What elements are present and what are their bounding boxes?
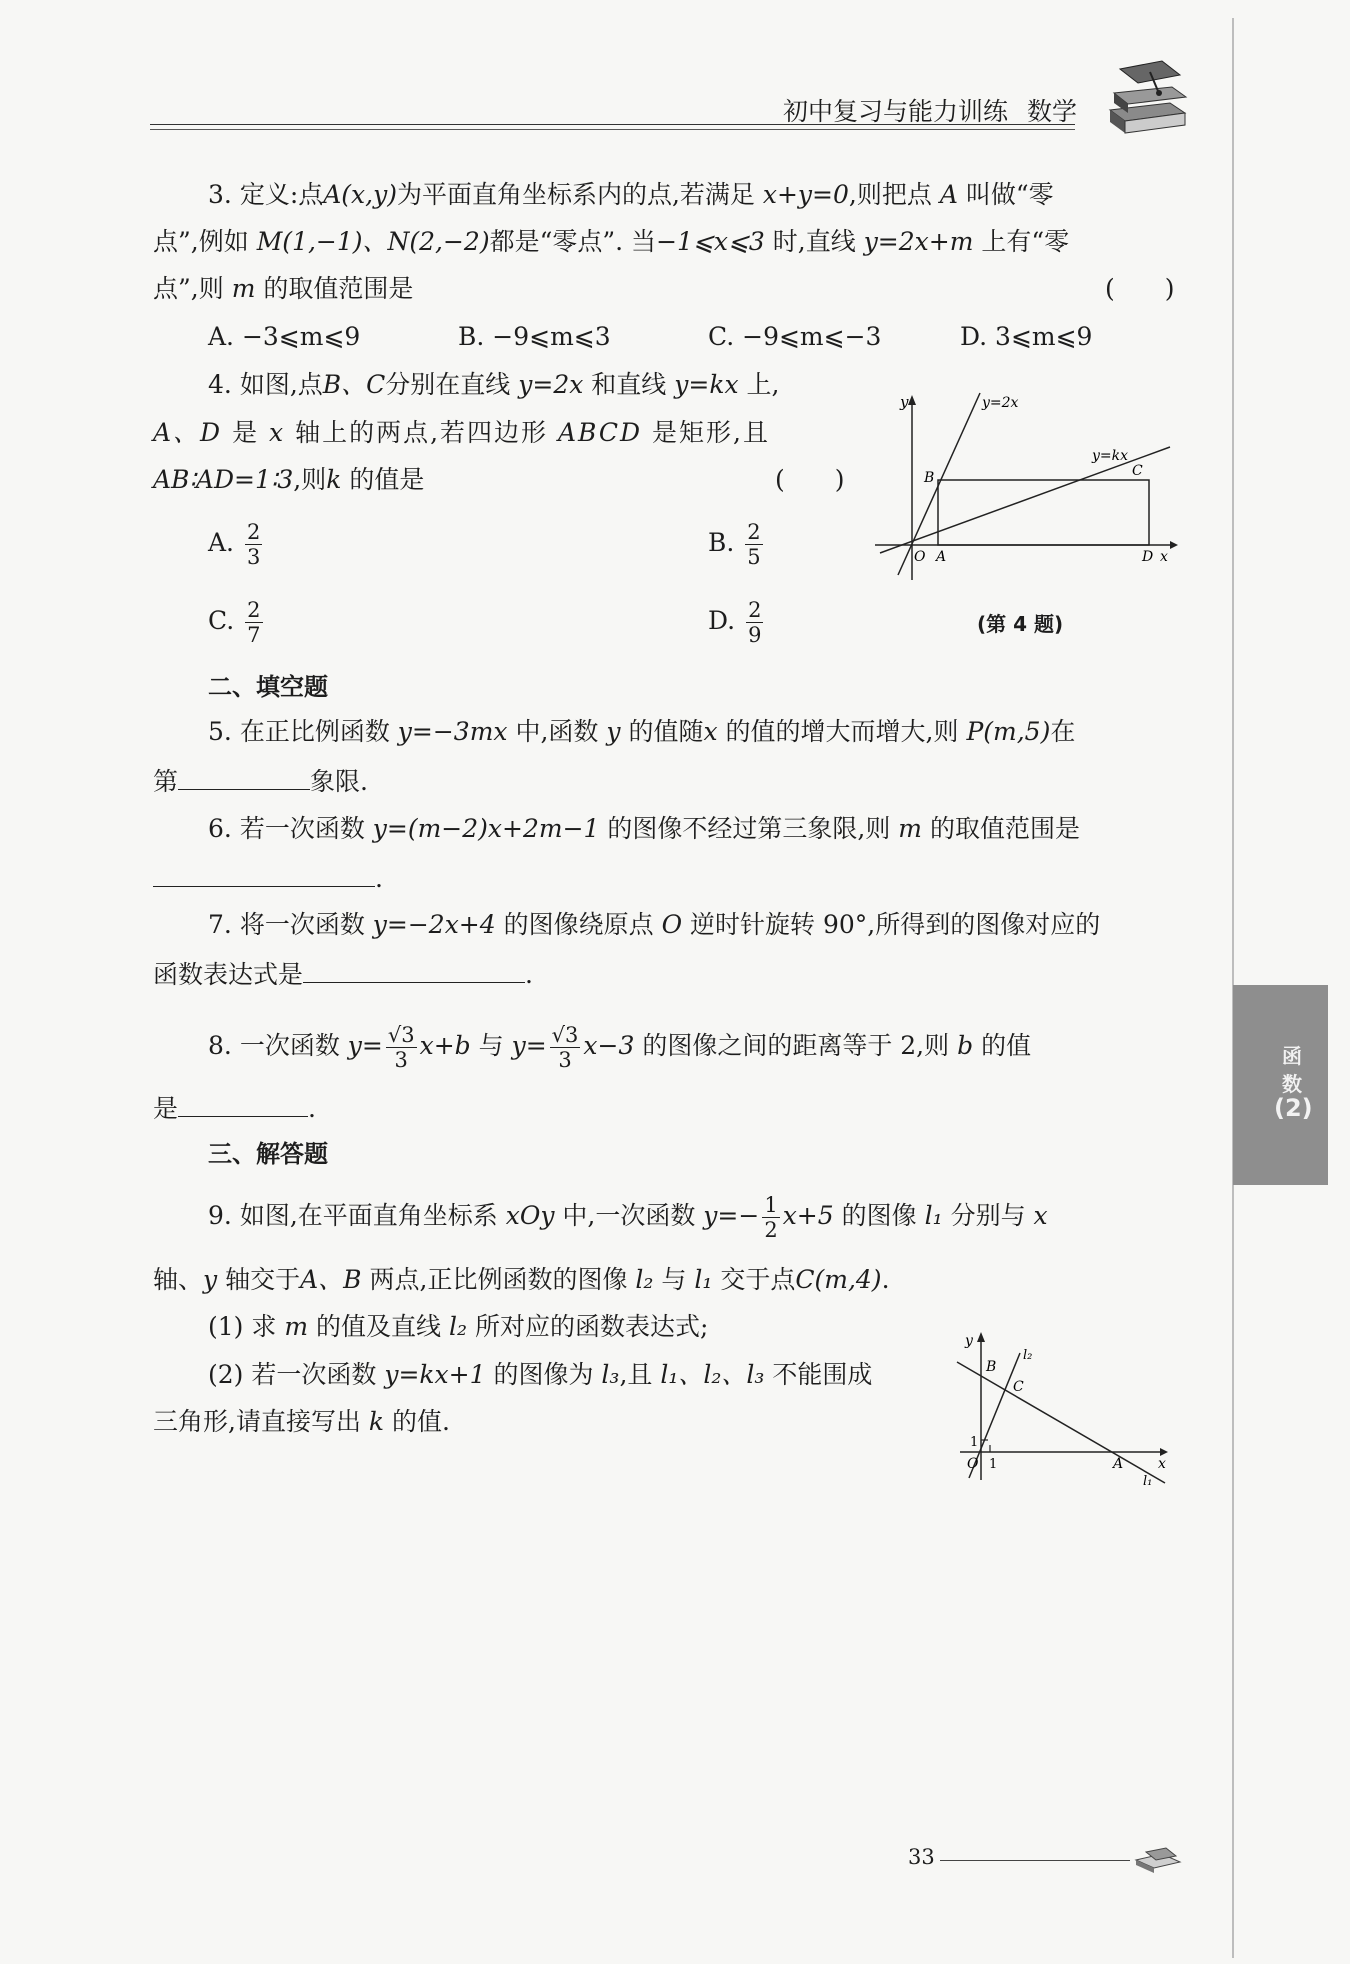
- q8-line-1: 8. 一次函数 y= $\frac{√3}{3}$ x+b 与 y= $\frac{√3}{3}$ x−3 的图像之间的距离等于 2,则 b 的值: [208, 1023, 1032, 1072]
- page-number: 33: [908, 1845, 935, 1869]
- header-rule-thin: [150, 129, 1075, 130]
- q9-label-one-x: 1: [989, 1457, 998, 1472]
- q4-label-y: y: [900, 393, 909, 411]
- q3-line-3: 点”,则 m 的取值范围是: [153, 274, 414, 303]
- q4-answer-paren: ( ): [775, 465, 845, 494]
- q6-line-1: 6. 若一次函数 y=(m−2)x+2m−1 的图像不经过第三象限,则 m 的取值范围是: [208, 814, 1080, 843]
- q4-option-d: D. $\frac{2}{9}$: [708, 598, 762, 647]
- q4-line-y2x: [898, 393, 980, 575]
- q5-answer-blank[interactable]: [178, 763, 310, 790]
- header-book-title: 初中复习与能力训练: [783, 97, 1009, 126]
- q9-label-l1: l₁: [1143, 1474, 1153, 1489]
- section-2-heading: 二、填空题: [208, 673, 328, 701]
- q9-part-2-line-1: (2) 若一次函数 y=kx+1 的图像为 l₃,且 l₁、l₂、l₃ 不能围成: [208, 1360, 873, 1389]
- q9-label-C: C: [1013, 1379, 1024, 1395]
- q9-label-y: y: [965, 1333, 973, 1349]
- q9-line-2: 轴、y 轴交于A、B 两点,正比例函数的图像 l₂ 与 l₁ 交于点C(m,4).: [153, 1265, 890, 1294]
- q3-line-2: 点”,例如 M(1,−1)、N(2,−2)都是“零点”. 当−1⩽x⩽3 时,直线 y=2x+m 上有“零: [153, 227, 1070, 256]
- q9-part-1: (1) 求 m 的值及直线 l₂ 所对应的函数表达式;: [208, 1312, 709, 1341]
- q4-option-c: C. $\frac{2}{7}$: [208, 598, 261, 647]
- q9-part-2-line-2: 三角形,请直接写出 k 的值.: [153, 1407, 450, 1436]
- q7-line-2: 函数表达式是 .: [153, 956, 533, 992]
- q4-line-2: A、D 是 x 轴上的两点,若四边形 ABCD 是矩形,且: [153, 418, 770, 447]
- q4-label-x: x: [1160, 549, 1168, 565]
- q4-rectangle: [938, 480, 1149, 545]
- q5-line-1: 5. 在正比例函数 y=−3mx 中,函数 y 的值随x 的值的增大而增大,则 P(m,5)在: [208, 717, 1076, 746]
- q6-answer-blank[interactable]: [153, 860, 375, 887]
- books-icon: [1100, 55, 1190, 140]
- q9-line-1: 9. 如图,在平面直角坐标系 xOy 中,一次函数 y=− $\frac{1}{2}$ x+5 的图像 l₁ 分别与 x: [208, 1193, 1048, 1242]
- q4-label-B: B: [924, 470, 935, 486]
- q8-line-2: 是 .: [153, 1090, 316, 1126]
- q4-option-b: B. $\frac{2}{5}$: [708, 520, 761, 569]
- footer-rule: [940, 1860, 1130, 1861]
- q7-line-1: 7. 将一次函数 y=−2x+4 的图像绕原点 O 逆时针旋转 90°,所得到的图像对应的: [208, 910, 1101, 939]
- q8-answer-blank[interactable]: [178, 1090, 308, 1117]
- side-tab-text-2: 数: [1282, 1072, 1302, 1096]
- side-tab-text-3: (2): [1274, 1094, 1313, 1122]
- q4-figure-caption: (第 4 题): [977, 612, 1064, 636]
- q3-line-1: 3. 定义:点A(x,y)为平面直角坐标系内的点,若满足 x+y=0,则把点 A 叫做“零: [208, 180, 1054, 209]
- q3-option-c: C. −9⩽m⩽−3: [708, 322, 882, 351]
- q4-label-C: C: [1132, 463, 1143, 479]
- q9-label-A: A: [1113, 1456, 1124, 1472]
- q9-figure: [945, 1325, 1175, 1495]
- header-subject: 数学: [1027, 97, 1078, 126]
- q4-label-D: D: [1142, 549, 1154, 565]
- side-tab-text-1: 函: [1282, 1044, 1302, 1068]
- header-rule: [150, 124, 1075, 125]
- q4-figure: [870, 385, 1180, 585]
- side-tab: [1233, 985, 1328, 1185]
- section-3-heading: 三、解答题: [208, 1140, 328, 1168]
- q4-option-a: A. $\frac{2}{3}$: [208, 520, 261, 569]
- q3-option-d: D. 3⩽m⩽9: [960, 322, 1093, 351]
- q9-label-B: B: [986, 1359, 997, 1375]
- q9-label-x: x: [1158, 1456, 1166, 1472]
- q9-label-l2: l₂: [1023, 1348, 1033, 1363]
- q7-answer-blank[interactable]: [303, 956, 525, 983]
- q4-label-line2: y=kx: [1092, 448, 1129, 464]
- q9-label-O: O: [967, 1456, 979, 1472]
- q4-label-line1: y=2x: [982, 395, 1019, 411]
- q6-line-2: .: [153, 860, 383, 896]
- q4-line-3: AB∶AD=1∶3,则k 的值是: [153, 465, 425, 494]
- footer-book-icon: [1132, 1846, 1184, 1876]
- q9-label-one-y: 1: [970, 1435, 979, 1450]
- q3-answer-paren: ( ): [1105, 274, 1175, 303]
- q3-option-a: A. −3⩽m⩽9: [208, 322, 361, 351]
- q4-line-1: 4. 如图,点B、C分别在直线 y=2x 和直线 y=kx 上,: [208, 370, 780, 399]
- q4-label-A: A: [936, 549, 947, 565]
- q4-label-O: O: [914, 549, 926, 565]
- q5-line-2: 第 象限.: [153, 763, 368, 799]
- q3-option-b: B. −9⩽m⩽3: [458, 322, 611, 351]
